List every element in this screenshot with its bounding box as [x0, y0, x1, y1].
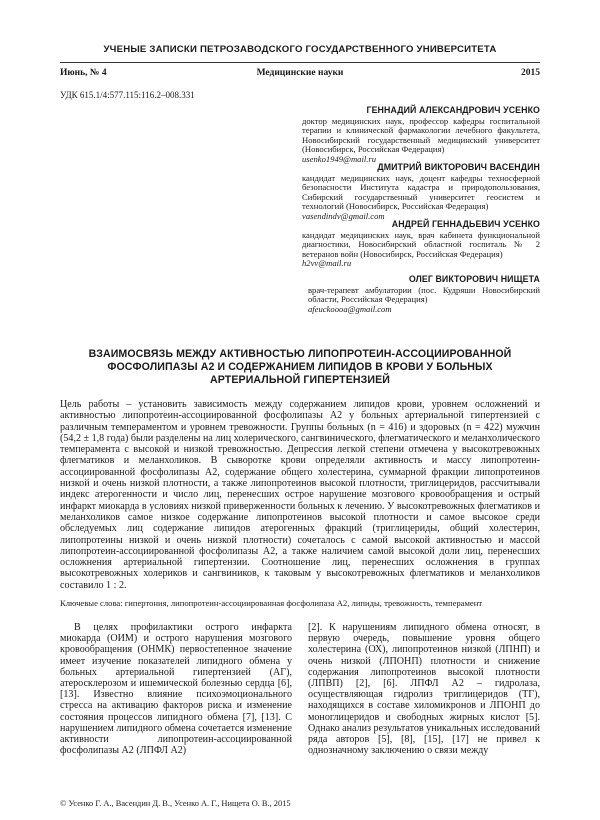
issue-number: Июнь, № 4 [60, 68, 107, 78]
article-title: ВЗАИМОСВЯЗЬ МЕЖДУ АКТИВНОСТЬЮ ЛИПОПРОТЕИН-АССОЦИИРОВАННОЙ ФОСФОЛИПАЗЫ А2 И СОДЕРЖАНИЕМ ЛИПИДОВ В КРОВИ У БОЛЬНЫХ АРТЕРИАЛЬНОЙ ГИПЕРТЕНЗИЕЙ [88, 348, 512, 386]
author-affiliation: кандидат медицинских наук, доцент кафедры техносферной безопасности Института кадастра и природопользования, Сибирский государственный университет геосистем и технологий (Новосибирск, Российская Федерация) [302, 172, 540, 212]
author-block [302, 106, 540, 165]
author-email: h2vv@mail.ru [302, 258, 352, 269]
author-affiliation: доктор медицинских наук, профессор кафедры госпитальной терапии и клинической фармакологии лечебного факультета, Новосибирский государственный медицинский университет (Новосибирск, Российская Федерация) [302, 115, 540, 155]
keywords: Ключевые слова: гипертония, липопротеин-ассоциированная фосфолипаза А2, липиды, тревожность, темперамент [60, 598, 483, 608]
author-block [302, 220, 540, 269]
author-email: usenko1949@mail.ru [302, 153, 377, 164]
section-name: Медицинские науки [256, 68, 344, 78]
author-name: ОЛЕГ ВИКТОРОВИЧ НИЩЕТА [408, 274, 540, 284]
author-email: afeuckoooa@gmail.com [308, 303, 392, 314]
udc-code: УДК 615.1/4:577.115:116.2–008.331 [60, 90, 195, 100]
author-block [302, 163, 540, 222]
author-name: АНДРЕЙ ГЕННАДЬЕВИЧ УСЕНКО [391, 219, 540, 229]
author-email: vasendindv@gmail.com [302, 210, 385, 221]
author-block [308, 275, 540, 314]
body-column-right: [2]. К нарушениям липидного обмена относят, в первую очередь, повышение уровня общего холестерина (ОХ), липопротеинов низкой (ЛПНП) и очень низкой (ЛПОНП) плотности и снижение содержания липопротеинов высокой плотности (ЛПВП) [2], [6]. ЛПФЛ А2 – гидролаза, осуществляющая гидролиз триглицеридов (ТГ), находящихся в составе хиломикронов и ЛПОНП до моноглицеридов и свободных жирных кислот [5]. Однако анализ результатов уникальных исследований ряда авторов [5], [8], [15], [17] не привел к однозначному заключению о связи между [308, 622, 540, 757]
journal-title: УЧЕНЫЕ ЗАПИСКИ ПЕТРОЗАВОДСКОГО ГОСУДАРСТВЕННОГО УНИВЕРСИТЕТА [103, 44, 497, 55]
author-name: ДМИТРИЙ ВИКТОРОВИЧ ВАСЕНДИН [377, 162, 540, 172]
issue-year: 2015 [521, 68, 540, 78]
header-rule [60, 62, 540, 63]
author-affiliation: врач-терапевт амбулатории (пос. Кудряши Новосибирский области, Российская Федерация) [308, 284, 540, 305]
copyright-notice: © Усенко Г. А., Васендин Д. В., Усенко А. Г., Нищета О. В., 2015 [60, 799, 291, 808]
body-column-left: В целях профилактики острого инфаркта миокарда (ОИМ) и острого нарушения мозгового кровообращения (ОНМК) первостепенное значение имеет изучение показателей липидного обмена у больных артериальной гипертензией (АГ), атеросклерозом и ишемической болезнью сердца [6], [13]. Известно влияние психоэмоционального стресса на активацию факторов риска и изменение состояния процессов липидного обмена [7], [13]. С нарушением липидного обмена сочетается изменение активности липопротеин-ассоциированной фосфолипазы А2 (ЛПФЛ А2) [60, 622, 292, 757]
abstract: Цель работы – установить зависимость между содержанием липидов крови, уровнем осложнений и активностью липопротеин-ассоциированной фосфолипазы А2 у больных артериальной гипертензией с различным темпераментом и уровнем тревожности. Группы больных (n = 416) и здоровых (n = 422) мужчин (54,2 ± 1,8 года) были разделены на лиц холерического, сангвинического, флегматического и меланхолического темперамента с высокой и низкой тревожностью. Депрессия легкой степени отмечена у высокотревожных флегматиков и меланхоликов. В сыворотке крови определяли активность и массу липопротеин-ассоциированной фосфолипазы А2, содержание общего холестерина, суммарной фракции липопротеинов низкой и очень низкой плотности, а также липопротеинов высокой плотности, триглицеридов, рассчитывали индекс атерогенности и число лиц, перенесших острое нарушение мозгового кровообращения и острый инфаркт миокарда в условиях низкой приверженности больных к лечению. У высокотревожных флегматиков и меланхоликов самое низкое содержание липопротеинов высокой плотности и самое высокое среди обследуемых лиц содержание липидов атерогенных фракций (триглицериды, общий холестерин, липопротеины низкой и очень низкой плотности) сочеталось с самой высокой активностью и массой липопротеин-ассоциированной фосфолипазы А2, а также наличием самой высокой доли лиц, перенесших осложнения артериальной гипертензии. Соотношение лиц, перенесших осложнения в группах высокотревожных холериков и сангвиников, к таковым у высокотревожных флегматиков и меланхоликов составило 1 : 2. [60, 399, 541, 591]
author-affiliation: кандидат медицинских наук, врач кабинета функциональной диагностики, Новосибирский областной госпиталь № 2 ветеранов войн (Новосибирск, Российская Федерация) [302, 229, 540, 259]
author-name: ГЕННАДИЙ АЛЕКСАНДРОВИЧ УСЕНКО [366, 105, 540, 115]
